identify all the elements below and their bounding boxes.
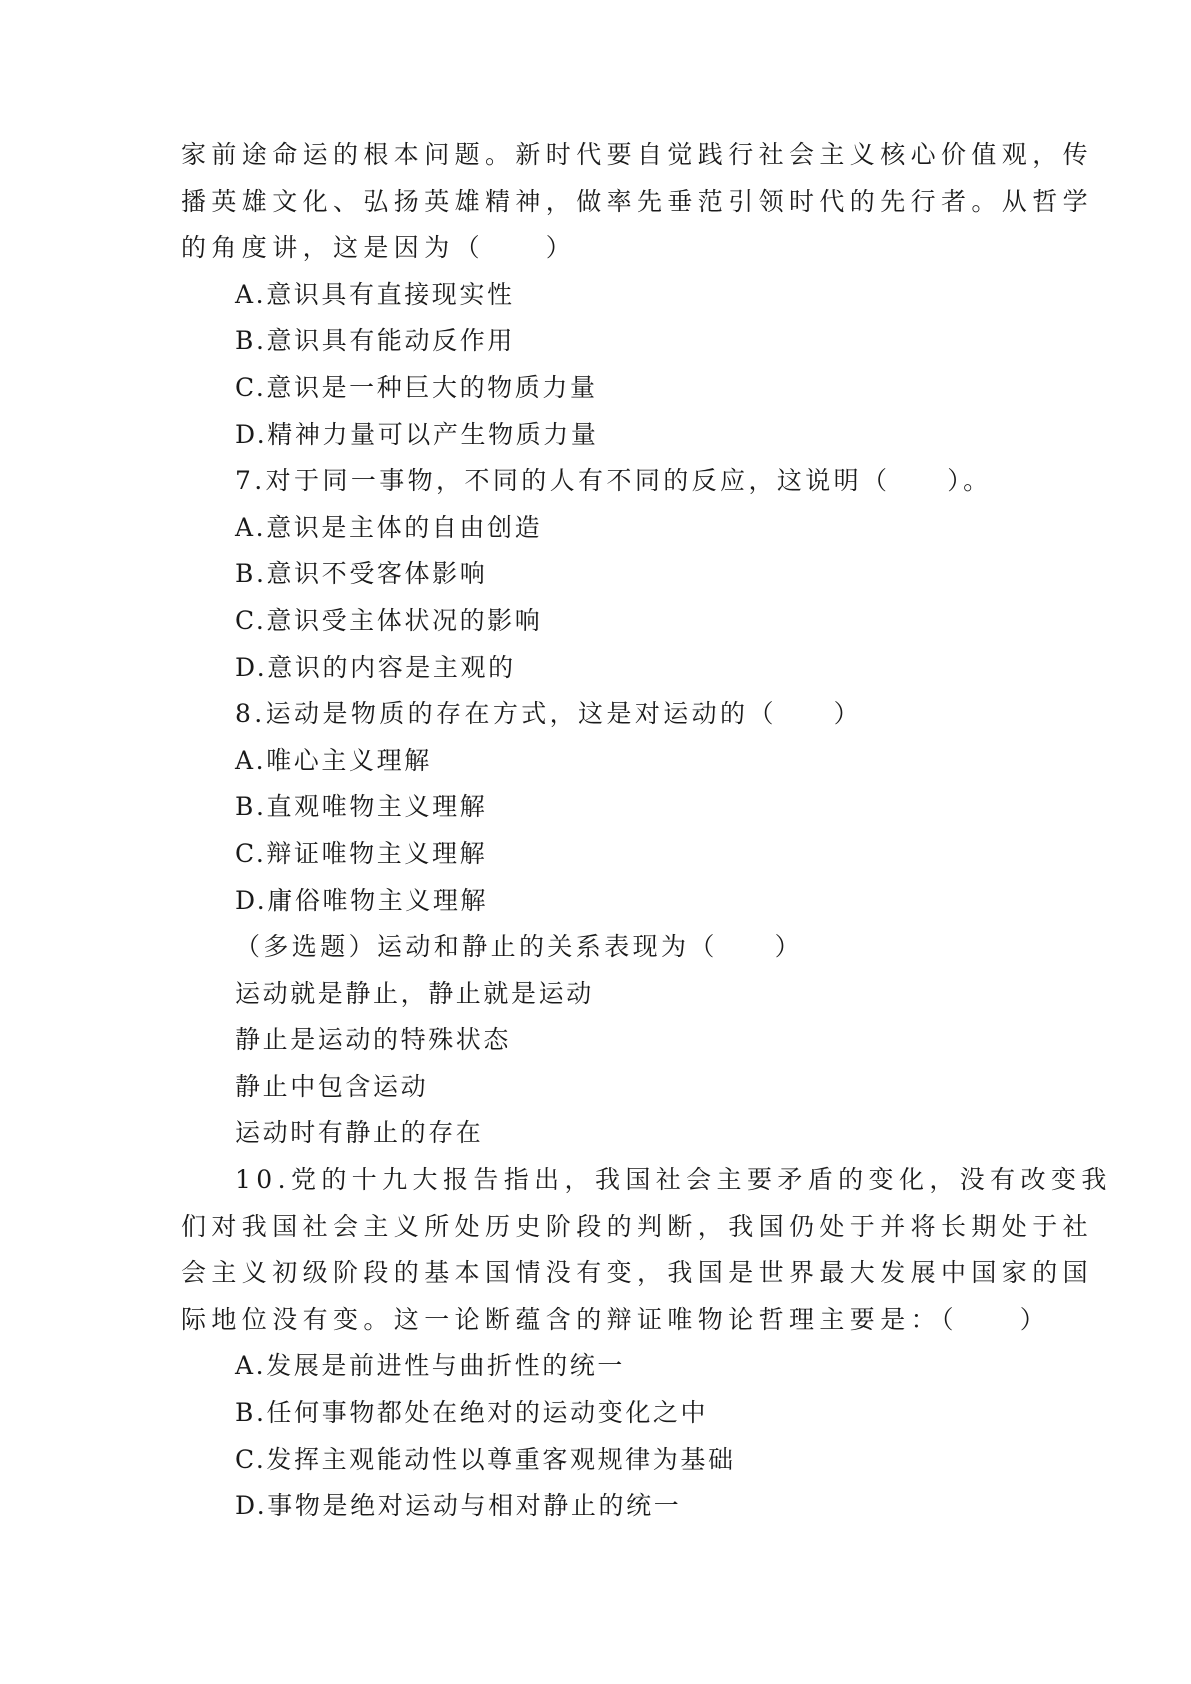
question-10-option-b: B.任何事物都处在绝对的运动变化之中	[235, 1398, 709, 1428]
question-6-option-a: A.意识具有直接现实性	[235, 279, 515, 309]
question-7-option-a: A.意识是主体的自由创造	[235, 512, 543, 542]
question-10-option-d: D.事物是绝对运动与相对静止的统一	[235, 1491, 682, 1521]
page-content	[181, 132, 1112, 1530]
question-8-option-d: D.庸俗唯物主义理解	[235, 885, 489, 915]
question-10-stem-line: 会主义初级阶段的基本国情没有变，我国是世界最大发展中国家的国	[181, 1258, 1094, 1288]
question-6-option-c: C.意识是一种巨大的物质力量	[235, 372, 598, 402]
question-9-option: 静止中包含运动	[235, 1071, 429, 1101]
question-6-stem-line: 的角度讲，这是因为（ ）	[181, 233, 577, 263]
question-10-stem-line: 10.党的十九大报告指出，我国社会主要矛盾的变化，没有改变我	[235, 1165, 1112, 1195]
question-7-stem: 7.对于同一事物，不同的人有不同的反应，这说明（ ）。	[235, 466, 992, 496]
question-9-option: 运动时有静止的存在	[235, 1118, 484, 1148]
question-8-option-b: B.直观唯物主义理解	[235, 792, 488, 822]
question-6-option-b: B.意识具有能动反作用	[235, 326, 515, 356]
question-7-option-b: B.意识不受客体影响	[235, 559, 488, 589]
question-10-stem-line: 际地位没有变。这一论断蕴含的辩证唯物论哲理主要是：（ ）	[181, 1304, 1051, 1334]
question-6-stem-line: 家前途命运的根本问题。新时代要自觉践行社会主义核心价值观，传	[181, 140, 1094, 169]
question-6-option-d: D.精神力量可以产生物质力量	[235, 419, 599, 449]
question-6-stem-line: 播英雄文化、弘扬英雄精神，做率先垂范引领时代的先行者。从哲学	[181, 186, 1094, 216]
question-7-option-d: D.意识的内容是主观的	[235, 652, 516, 682]
question-10-option-a: A.发展是前进性与曲折性的统一	[235, 1351, 626, 1381]
question-8-option-c: C.辩证唯物主义理解	[235, 838, 488, 868]
question-10-stem-line: 们对我国社会主义所处历史阶段的判断，我国仍处于并将长期处于社	[181, 1211, 1094, 1241]
question-10-option-c: C.发挥主观能动性以尊重客观规律为基础	[235, 1444, 736, 1474]
question-9-stem: （多选题）运动和静止的关系表现为（ ）	[235, 932, 804, 962]
question-8-stem: 8.运动是物质的存在方式，这是对运动的（ ）	[235, 699, 863, 729]
question-9-option: 静止是运动的特殊状态	[235, 1025, 512, 1055]
question-8-option-a: A.唯心主义理解	[235, 745, 432, 775]
question-7-option-c: C.意识受主体状况的影响	[235, 605, 543, 635]
question-9-option: 运动就是静止，静止就是运动	[235, 978, 594, 1008]
